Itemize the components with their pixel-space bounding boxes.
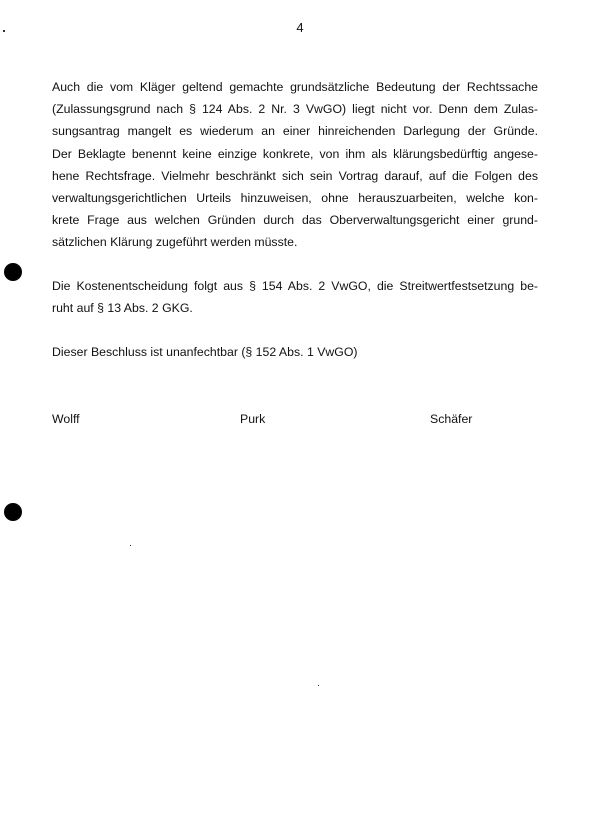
paragraph-unanfechtbar: [52, 341, 538, 363]
text-line: Der Beklagte benennt keine einzige konkrete, von ihm als klärungsbedürftig angese-: [52, 146, 538, 161]
signature-judge-3: Schäfer: [430, 412, 473, 426]
text-line: hene Rechtsfrage. Vielmehr beschränkt sich sein Vortrag darauf, auf die Folgen des: [52, 168, 538, 183]
text-line: verwaltungsgerichtlichen Urteils hinzuweisen, ohne herauszuarbeiten, welche kon-: [52, 191, 538, 206]
text-line: Dieser Beschluss ist unanfechtbar (§ 152 Abs. 1 VwGO): [52, 345, 358, 359]
scan-speck: [3, 30, 5, 32]
punch-hole: [4, 263, 22, 281]
text-line: sungsantrag mangelt es wiederum an einer hinreichenden Darlegung der Gründe.: [52, 124, 538, 139]
punch-hole: [4, 503, 22, 521]
scan-speck: [318, 685, 319, 686]
signature-judge-2: Purk: [240, 412, 266, 426]
text-line: Die Kostenentscheidung folgt aus § 154 Abs. 2 VwGO, die Streitwertfestsetzung be-: [52, 279, 538, 293]
text-line: ruht auf § 13 Abs. 2 GKG.: [52, 301, 193, 316]
text-line: Auch die vom Kläger geltend gemachte grundsätzliche Bedeutung der Rechtssache: [52, 80, 538, 94]
page-number: 4: [296, 20, 304, 35]
text-line: krete Frage aus welchen Gründen durch das Oberverwaltungsgericht einer grund-: [52, 213, 538, 228]
text-line: (Zulassungsgrund nach § 124 Abs. 2 Nr. 3 VwGO) liegt nicht vor. Denn dem Zulas-: [52, 102, 538, 117]
scan-speck: [130, 545, 131, 546]
paragraph-grundsaetzliche-bedeutung: [52, 76, 538, 254]
text-line: sätzlichen Klärung zugeführt werden müsste.: [52, 235, 298, 250]
paragraph-kostenentscheidung: [52, 275, 538, 319]
signature-judge-1: Wolff: [52, 412, 80, 426]
